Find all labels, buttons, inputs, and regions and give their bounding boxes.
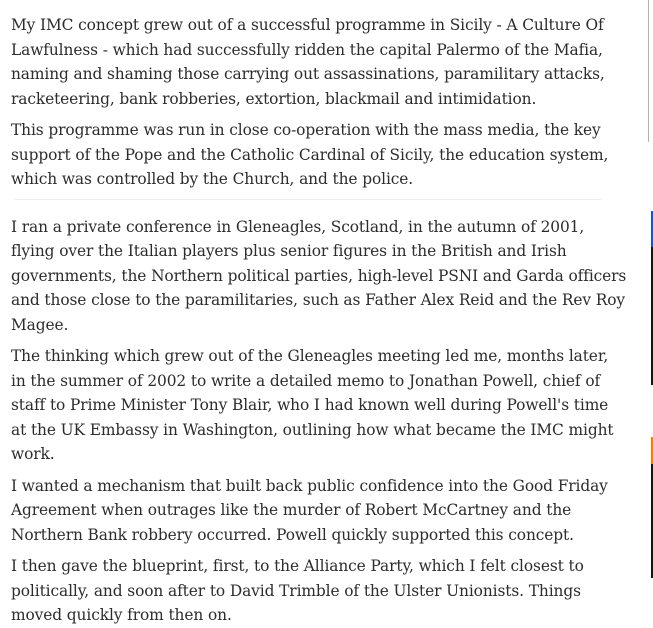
article-section-1 <box>11 13 627 192</box>
paragraph-mass-media: This programme was run in close co-operation with the mass media, the key support of the Pope and the Catholic Cardinal of Sicily, the education system, which was controlled by the Church, and the police. <box>11 121 609 188</box>
paragraph-blueprint-alliance: I then gave the blueprint, first, to the Alliance Party, which I felt closest to politically, and soon after to David Trimble of the Ulster Unionists. Things moved quickly from then on. <box>11 557 584 624</box>
paragraph-good-friday-mechanism: I wanted a mechanism that built back public confidence into the Good Friday Agreement when outrages like the murder of Robert McCartney and the Northern Bank robbery occurred. Powell quickly supported this concept. <box>11 476 608 544</box>
paragraph-powell-memo: The thinking which grew out of the Gleneagles meeting led me, months later, in the summer of 2002 to write a detailed memo to Jonathan Powell, chief of staff to Prime Minister Tony Blair, who I had known well during Powell's time at the UK Embassy in Washington, outlining how what became the IMC might work. <box>11 347 614 463</box>
article-section-2 <box>11 215 627 628</box>
section-divider <box>15 199 601 200</box>
paragraph-gleneagles-conference: I ran a private conference in Gleneagles, Scotland, in the autumn of 2001, flying over the Italian players plus senior figures in the British and Irish governments, the Northern political parties, high-level PSNI and Garda officers and those close to the paramilitaries, such as Father Alex Reid and the Rev Roy Magee. <box>11 217 627 334</box>
paragraph-sicily-programme: My IMC concept grew out of a successful programme in Sicily - A Culture Of Lawfulness - which had successfully ridden the capital Palermo of the Mafia, naming and shaming those carrying out assassinations, paramilitary attacks, racketeering, bank robberies, extortion, blackmail and intimidation. <box>11 16 605 108</box>
right-edge-cropped-line-top <box>648 0 649 142</box>
